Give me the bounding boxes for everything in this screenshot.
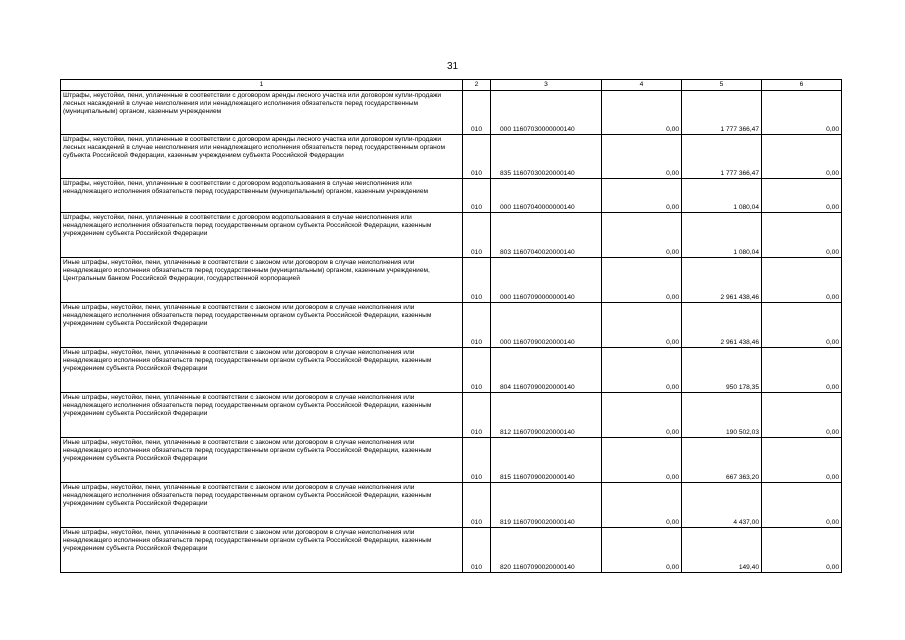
table-row — [61, 438, 842, 483]
table-row — [61, 483, 842, 528]
row-value-col4: 0,00 — [602, 213, 682, 258]
row-classification-code: 803 11607040020000140 — [491, 213, 602, 258]
row-description: Иные штрафы, неустойки, пени, уплаченные в соответствии с законом или договором в случае неисполнения или ненадлежащего исполнения обязательств перед государственным органом субъекта Российской Федерации, казенным учреждением субъекта Российской Федерации — [61, 393, 463, 438]
row-description: Штрафы, неустойки, пени, уплаченные в соответствии с договором водопользования в случае неисполнения или ненадлежащего исполнения обязательств перед государственным (муниципальным) органом, казенным учреждением — [61, 179, 463, 213]
row-value-col5: 1 777 366,47 — [682, 91, 762, 135]
row-line-code: 010 — [463, 303, 491, 348]
row-value-col6: 0,00 — [762, 348, 842, 393]
row-value-col6: 0,00 — [762, 91, 842, 135]
table-row — [61, 303, 842, 348]
table-row — [61, 348, 842, 393]
row-classification-code: 815 11607090020000140 — [491, 438, 602, 483]
table-row — [61, 91, 842, 135]
row-value-col5: 149,40 — [682, 528, 762, 573]
row-value-col6: 0,00 — [762, 135, 842, 179]
row-description: Иные штрафы, неустойки, пени, уплаченные в соответствии с законом или договором в случае неисполнения или ненадлежащего исполнения обязательств перед государственным органом субъекта Российской Федерации, казенным учреждением субъекта Российской Федерации — [61, 483, 463, 528]
row-value-col6: 0,00 — [762, 528, 842, 573]
row-value-col6: 0,00 — [762, 213, 842, 258]
row-value-col4: 0,00 — [602, 483, 682, 528]
row-description: Иные штрафы, неустойки, пени, уплаченные в соответствии с законом или договором в случае неисполнения или ненадлежащего исполнения обязательств перед государственным органом субъекта Российской Федерации, казенным учреждением субъекта Российской Федерации — [61, 303, 463, 348]
row-value-col4: 0,00 — [602, 91, 682, 135]
row-description: Иные штрафы, неустойки, пени, уплаченные в соответствии с законом или договором в случае неисполнения или ненадлежащего исполнения обязательств перед государственным (муниципальным) органом, казенным учреждением, Центральным банком Российской Федерации, государственной корпорацией — [61, 258, 463, 303]
row-value-col4: 0,00 — [602, 393, 682, 438]
row-classification-code: 804 11607090020000140 — [491, 348, 602, 393]
table-row — [61, 135, 842, 179]
row-line-code: 010 — [463, 213, 491, 258]
report-table — [60, 79, 842, 573]
row-value-col6: 0,00 — [762, 258, 842, 303]
row-line-code: 010 — [463, 348, 491, 393]
row-classification-code: 000 11607040000000140 — [491, 179, 602, 213]
row-line-code: 010 — [463, 258, 491, 303]
row-value-col4: 0,00 — [602, 528, 682, 573]
row-value-col6: 0,00 — [762, 179, 842, 213]
table-row — [61, 213, 842, 258]
row-description: Иные штрафы, неустойки, пени, уплаченные в соответствии с законом или договором в случае неисполнения или ненадлежащего исполнения обязательств перед государственным органом субъекта Российской Федерации, казенным учреждением субъекта Российской Федерации — [61, 348, 463, 393]
row-description: Штрафы, неустойки, пени, уплаченные в соответствии с договором аренды лесного участка или договором купли-продажи лесных насаждений в случае неисполнения или ненадлежащего исполнения обязательств перед государственным органом субъекта Российской Федерации, казенным учреждением субъекта Российской Федерации — [61, 135, 463, 179]
table-row — [61, 528, 842, 573]
row-description: Штрафы, неустойки, пени, уплаченные в соответствии с договором водопользования в случае неисполнения или ненадлежащего исполнения обязательств перед государственным органом субъекта Российской Федерации, казенным учреждением субъекта Российской Федерации — [61, 213, 463, 258]
row-value-col4: 0,00 — [602, 438, 682, 483]
row-value-col5: 1 080,04 — [682, 179, 762, 213]
row-value-col4: 0,00 — [602, 258, 682, 303]
row-value-col5: 1 777 366,47 — [682, 135, 762, 179]
row-value-col4: 0,00 — [602, 348, 682, 393]
row-classification-code: 820 11607090020000140 — [491, 528, 602, 573]
row-classification-code: 000 11607090020000140 — [491, 303, 602, 348]
row-value-col6: 0,00 — [762, 483, 842, 528]
row-classification-code: 835 11607030020000140 — [491, 135, 602, 179]
row-value-col6: 0,00 — [762, 438, 842, 483]
row-classification-code: 000 11607090000000140 — [491, 258, 602, 303]
row-value-col5: 1 080,04 — [682, 213, 762, 258]
column-header: 6 — [762, 80, 842, 91]
row-description: Иные штрафы, неустойки, пени, уплаченные в соответствии с законом или договором в случае неисполнения или ненадлежащего исполнения обязательств перед государственным органом субъекта Российской Федерации, казенным учреждением субъекта Российской Федерации — [61, 528, 463, 573]
column-header: 1 — [61, 80, 463, 91]
row-value-col4: 0,00 — [602, 303, 682, 348]
row-value-col5: 4 437,00 — [682, 483, 762, 528]
row-value-col4: 0,00 — [602, 135, 682, 179]
column-header: 3 — [491, 80, 602, 91]
row-value-col5: 2 961 438,46 — [682, 303, 762, 348]
row-classification-code: 819 11607090020000140 — [491, 483, 602, 528]
row-classification-code: 812 11607090020000140 — [491, 393, 602, 438]
header-row — [61, 80, 842, 91]
column-header: 2 — [463, 80, 491, 91]
row-value-col4: 0,00 — [602, 179, 682, 213]
row-line-code: 010 — [463, 438, 491, 483]
table-row — [61, 179, 842, 213]
row-value-col5: 667 363,20 — [682, 438, 762, 483]
row-value-col5: 190 502,03 — [682, 393, 762, 438]
page-number: 31 — [446, 61, 459, 72]
row-line-code: 010 — [463, 528, 491, 573]
row-description: Иные штрафы, неустойки, пени, уплаченные в соответствии с законом или договором в случае неисполнения или ненадлежащего исполнения обязательств перед государственным органом субъекта Российской Федерации, казенным учреждением субъекта Российской Федерации — [61, 438, 463, 483]
row-line-code: 010 — [463, 483, 491, 528]
row-classification-code: 000 11607030000000140 — [491, 91, 602, 135]
row-value-col5: 2 961 438,46 — [682, 258, 762, 303]
row-line-code: 010 — [463, 393, 491, 438]
table-row — [61, 258, 842, 303]
row-value-col6: 0,00 — [762, 393, 842, 438]
row-line-code: 010 — [463, 91, 491, 135]
row-line-code: 010 — [463, 179, 491, 213]
row-value-col5: 950 178,35 — [682, 348, 762, 393]
column-header: 5 — [682, 80, 762, 91]
row-description: Штрафы, неустойки, пени, уплаченные в соответствии с договором аренды лесного участка или договором купли-продажи лесных насаждений в случае неисполнения или ненадлежащего исполнения обязательств перед государственным (муниципальным) органом, казенным учреждением — [61, 91, 463, 135]
table-row — [61, 393, 842, 438]
row-line-code: 010 — [463, 135, 491, 179]
column-header: 4 — [602, 80, 682, 91]
row-value-col6: 0,00 — [762, 303, 842, 348]
